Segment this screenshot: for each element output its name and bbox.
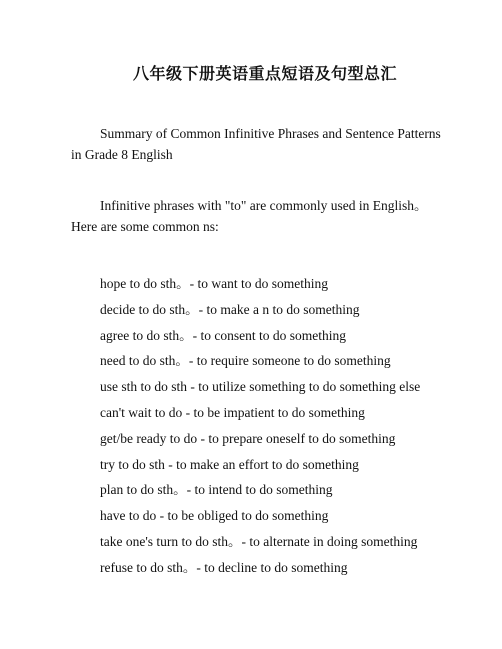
phrase-item: hope to do sth。- to want to do something (100, 276, 328, 291)
phrase-item: use sth to do sth - to utilize something to do something else (100, 379, 421, 395)
intro-paragraph: Summary of Common Infinitive Phrases and Sentence Patterns in Grade 8 English (71, 126, 441, 162)
phrase-item: plan to do sth。- to intend to do something (100, 482, 333, 498)
phrase-item: can't wait to do - to be impatient to do something (100, 404, 365, 420)
document-title: 八年级下册英语重点短语及句型总汇 (132, 64, 397, 83)
phrase-item: get/be ready to do - to prepare oneself to do something (100, 430, 396, 446)
phrase-item: need to do sth。- to require someone to do something (100, 353, 391, 369)
phrase-item: refuse to do sth。- to decline to do something (100, 559, 348, 575)
phrase-item: try to do sth - to make an effort to do something (100, 456, 359, 472)
phrase-item: have to do - to be obliged to do something (100, 508, 329, 524)
phrase-list (100, 271, 460, 581)
phrase-item: agree to do sth。- to consent to do something (100, 327, 346, 343)
phrase-item: decide to do sth。- to make a n to do something (100, 301, 360, 317)
infinitive-paragraph: Infinitive phrases with "to" are commonly used in English。Here are some common ns: (71, 198, 428, 234)
phrase-item: take one's turn to do sth。- to alternate in doing something (100, 533, 418, 549)
